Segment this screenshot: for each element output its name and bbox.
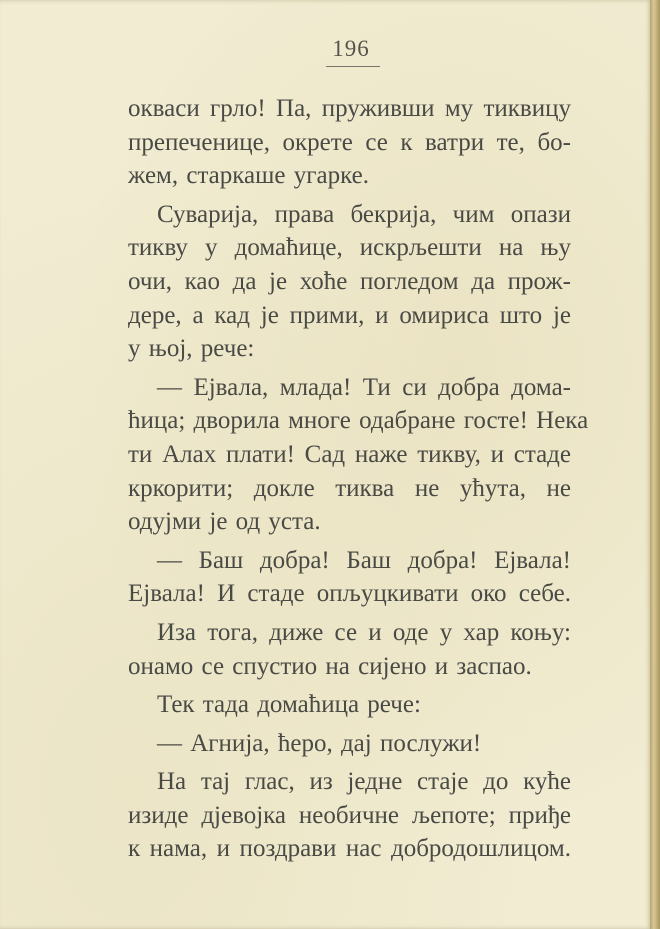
paragraph [128,198,571,366]
paragraph [128,544,571,611]
page-number-rule [326,66,380,67]
text-line: ћица; дворила многе одабране госте! Нека [128,407,589,435]
text-line: одујми је од уста. [128,508,321,536]
text-line: — Ејвала, млада! Ти си добра дома- [157,373,571,401]
text-line: жем, старкаше угарке. [128,162,369,190]
text-line: онамо се спустио на сијено и заспао. [128,652,532,680]
text-line: препеченице, окрете се к ватри те, бо- [128,128,571,156]
paragraph [128,765,571,866]
text-line: На тај глас, из једне стаје до куће [157,768,571,796]
page-edge [650,0,660,929]
text-line: тикву у домаћице, искрљешти на њу [128,234,571,262]
text-line: кркорити; докле тиква не ућута, не [128,474,571,502]
paragraph [128,727,571,761]
text-line: — Агнија, ћеро, дај послужи! [157,729,482,757]
text-line: — Баш добра! Баш добра! Ејвала! [157,546,571,574]
body-text [128,92,589,866]
text-line: ти Алах плати! Сад наже тикву, и стаде [128,440,571,468]
text-line: окваси грло! Па, пруживши му тиквицу [128,95,571,122]
text-line: Суварија, права бекрија, чим опази [157,200,571,228]
text-line: Иза тога, диже се и оде у хар коњу: [157,618,571,646]
paragraph [128,92,571,193]
text-line: очи, као да је хоће погледом да прож- [128,267,571,295]
page-number: 196 [332,36,370,61]
text-line: к нама, и поздрави нас добродошлицом. [128,835,571,863]
paragraph [128,371,589,539]
text-line: Тек тада домаћица рече: [157,691,421,719]
text-line: Ејвала! И стаде опљуцкивати око себе. [128,580,571,608]
text-line: у њој, рече: [128,335,255,363]
paragraph [128,616,571,683]
text-line: изиде дјевојка необичне љепоте; приђе [128,801,571,829]
text-line: дере, а кад је прими, и омириса што је [128,301,571,329]
paragraph [128,688,571,722]
